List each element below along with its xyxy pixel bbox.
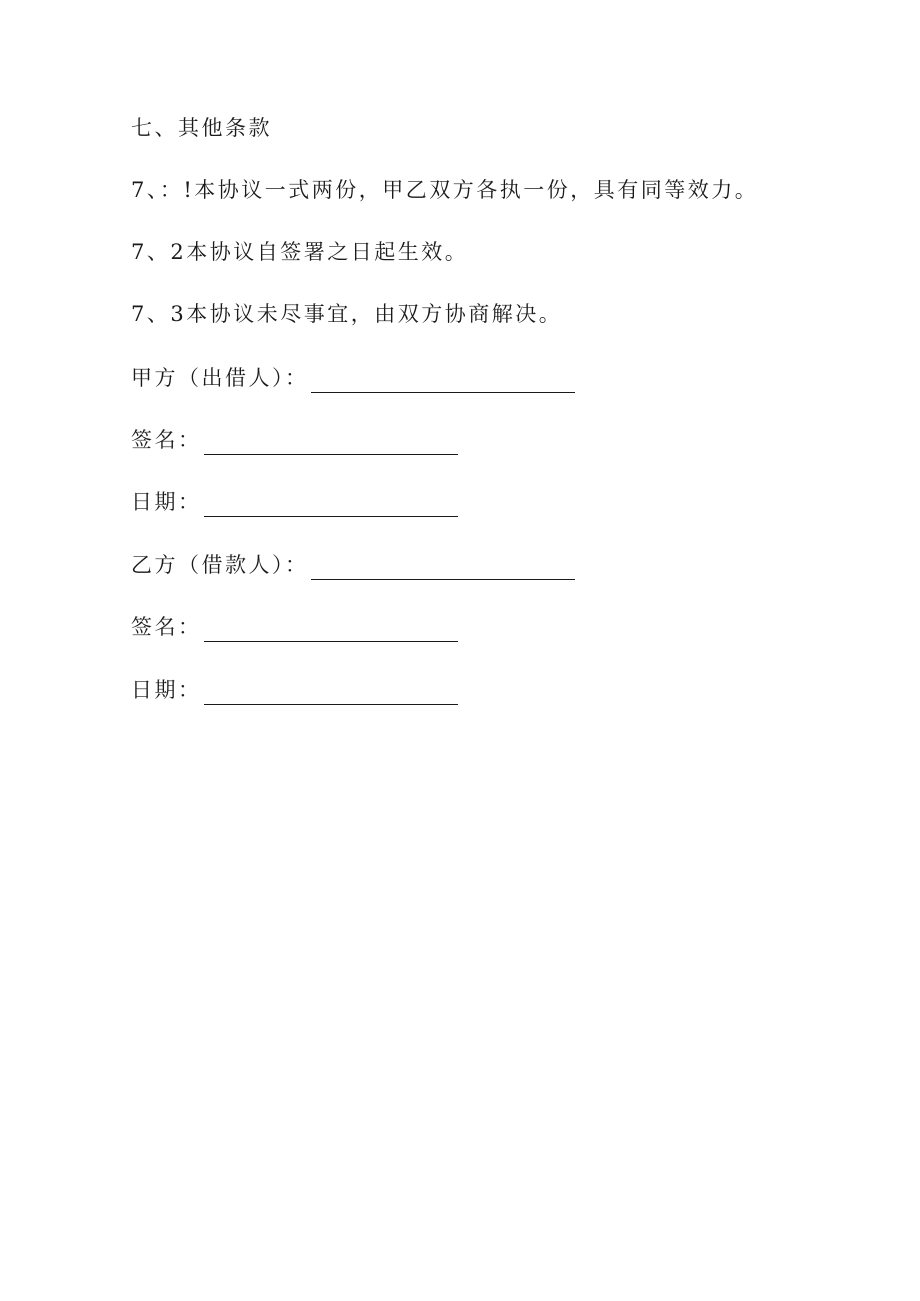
party-a-sign-blank [204, 430, 458, 455]
clause-7-3: 7、3本协议未尽事宜，由双方协商解决。 [131, 302, 563, 326]
party-b-date-label: 日期： [131, 678, 202, 702]
party-a-blank [311, 368, 575, 393]
party-b-sign-blank [204, 617, 458, 642]
party-a-date-row [131, 487, 458, 517]
party-b-row [131, 550, 575, 580]
party-b-label: 乙方（借款人）： [131, 553, 309, 577]
party-b-sign-label: 签名： [131, 615, 202, 639]
party-b-blank [311, 555, 575, 580]
party-a-row [131, 363, 575, 393]
party-b-sign-row [131, 612, 458, 642]
party-b-date-blank [204, 680, 458, 705]
party-a-date-blank [204, 492, 458, 517]
party-a-sign-row [131, 425, 458, 455]
section-heading: 七、其他条款 [131, 116, 272, 140]
clause-7-1: 7、：!本协议一式两份，甲乙双方各执一份，具有同等效力。 [131, 178, 759, 202]
clause-7-2: 7、2本协议自签署之日起生效。 [131, 240, 469, 264]
party-a-date-label: 日期： [131, 490, 202, 514]
party-b-date-row [131, 675, 458, 705]
party-a-sign-label: 签名： [131, 428, 202, 452]
party-a-label: 甲方（出借人）： [131, 366, 309, 390]
